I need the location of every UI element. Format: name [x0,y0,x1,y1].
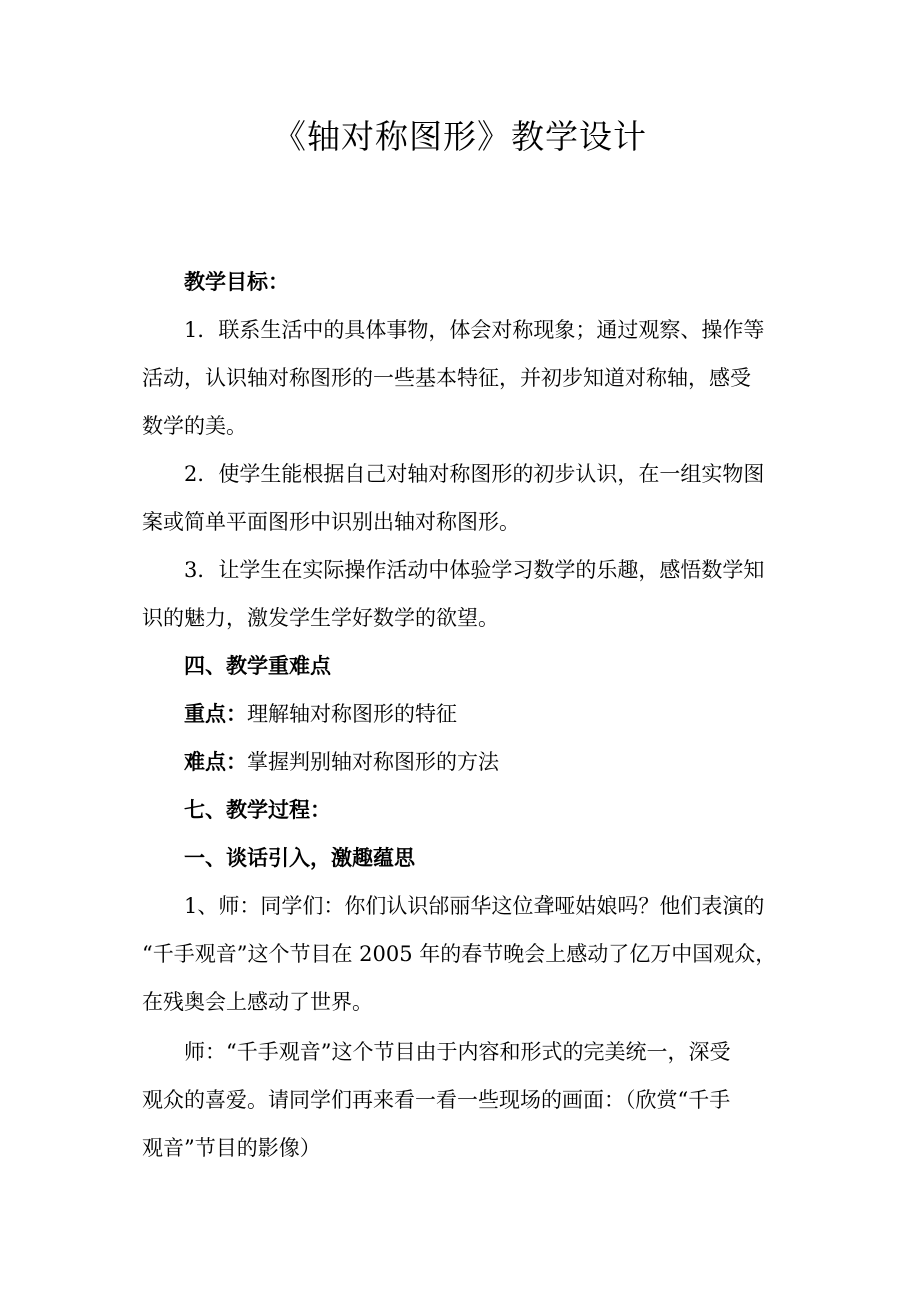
paragraph-2-line-2: 观众的喜爱。请同学们再来看一看一些现场的画面：（欣赏“千手 [142,1088,731,1112]
difficulty-line [184,747,499,777]
objective-1-line-3: 数学的美。 [142,414,247,438]
paragraph-1-line-2: “千手观音”这个节目在 2005 年的春节晚会上感动了亿万中国观众， [142,942,777,966]
objective-1-line-1: 1．联系生活中的具体事物，体会对称现象；通过观察、操作等 [184,318,765,342]
objectives-heading: 教学目标： [184,270,289,294]
paragraph-2-line-3: 观音”节目的影像） [142,1136,321,1160]
objective-3-line-2: 识的魅力，激发学生学好数学的欲望。 [142,606,499,630]
process-heading: 七、教学过程： [184,798,331,822]
difficulty-text: 掌握判别轴对称图形的方法 [247,750,499,774]
document-title: 《轴对称图形》教学设计 [273,117,647,156]
focus-line [184,699,457,729]
focus-label: 重点： [184,702,247,726]
focus-text: 理解轴对称图形的特征 [247,702,457,726]
objective-1-line-2: 活动，认识轴对称图形的一些基本特征，并初步知道对称轴，感受 [142,366,751,390]
intro-heading: 一、谈话引入，激趣蕴思 [184,846,415,870]
paragraph-2-line-1: 师：“千手观音”这个节目由于内容和形式的完美统一，深受 [184,1040,731,1064]
difficulty-label: 难点： [184,750,247,774]
paragraph-1-line-3: 在残奥会上感动了世界。 [142,990,373,1014]
objective-3-line-1: 3．让学生在实际操作活动中体验学习数学的乐趣，感悟数学知 [184,558,765,582]
objective-2-line-2: 案或简单平面图形中识别出轴对称图形。 [142,510,520,534]
keypoints-heading: 四、教学重难点 [184,654,331,678]
paragraph-1-line-1: 1、师：同学们：你们认识邰丽华这位聋哑姑娘吗？他们表演的 [184,894,765,918]
objective-2-line-1: 2．使学生能根据自己对轴对称图形的初步认识，在一组实物图 [184,462,765,486]
